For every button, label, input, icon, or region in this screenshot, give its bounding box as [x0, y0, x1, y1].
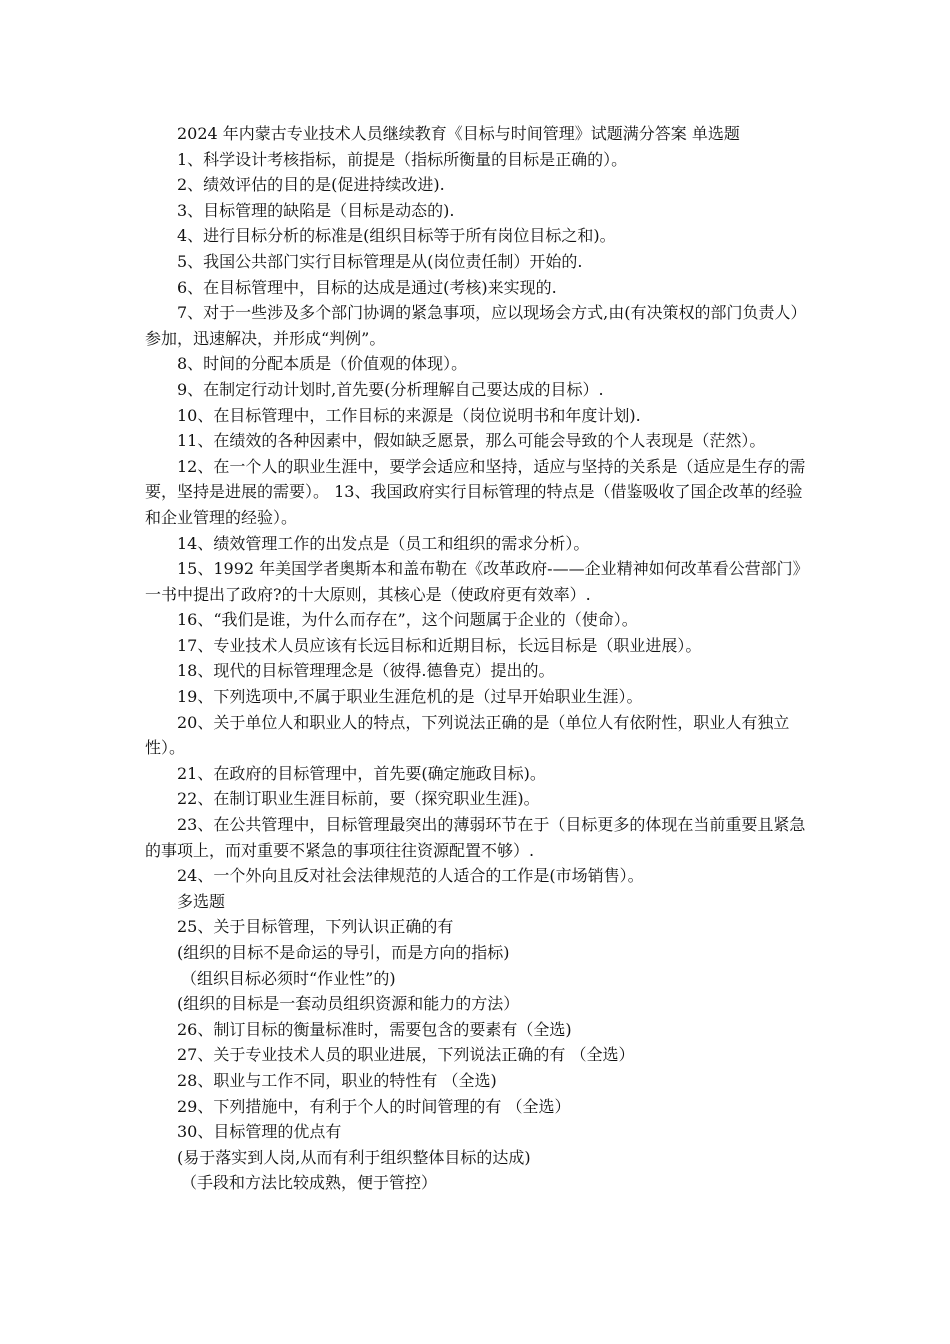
question-26: 26、制订目标的衡量标准时，需要包含的要素有（全选): [177, 1019, 572, 1039]
question-24: 24、一个外向且反对社会法律规范的人适合的工作是(市场销售）。: [177, 866, 644, 886]
question-9: 9、在制定行动计划时,首先要(分析理解自己要达成的目标）.: [177, 379, 604, 399]
question-4: 4、进行目标分析的标准是(组织目标等于所有岗位目标之和)。: [177, 226, 616, 246]
answer-25-2: （组织目标必须时“作业性”的): [181, 968, 396, 988]
question-23: 23、在公共管理中，目标管理最突出的薄弱环节在于（目标更多的体现在当前重要且紧急的事项上，而对重要不紧急的事项往往资源配置不够）.: [145, 815, 806, 860]
question-20: 20、关于单位人和职业人的特点，下列说法正确的是（单位人有依附性，职业人有独立性）。: [145, 712, 790, 758]
question-3: 3、目标管理的缺陷是（目标是动态的).: [177, 200, 455, 220]
document-body: [145, 121, 815, 1196]
question-10: 10、在目标管理中，工作目标的来源是（岗位说明书和年度计划).: [177, 405, 641, 425]
answer-25-3: (组织的目标是一套动员组织资源和能力的方法）: [177, 994, 520, 1014]
answer-30-2: （手段和方法比较成熟，便于管控）: [181, 1173, 438, 1193]
question-21: 21、在政府的目标管理中，首先要(确定施政目标)。: [177, 763, 546, 783]
question-19: 19、下列选项中,不属于职业生涯危机的是（过早开始职业生涯）。: [177, 687, 643, 707]
question-14: 14、绩效管理工作的出发点是（员工和组织的需求分析）。: [177, 533, 590, 553]
question-29: 29、下列措施中，有利于个人的时间管理的有 （全选）: [177, 1096, 571, 1116]
question-12-13: 12、在一个人的职业生涯中，要学会适应和坚持，适应与坚持的关系是（适应是生存的需要，坚持是进展的需要）。 13、我国政府实行目标管理的特点是（借鉴吸收了国企改革的经验和企业管理的经验）。: [145, 456, 806, 527]
question-28: 28、职业与工作不同，职业的特性有 （全选): [177, 1070, 497, 1090]
question-2: 2、绩效评估的目的是(促进持续改进).: [177, 175, 445, 195]
question-6: 6、在目标管理中，目标的达成是通过(考核)来实现的.: [177, 277, 557, 297]
question-30: 30、目标管理的优点有: [177, 1122, 342, 1142]
question-8: 8、时间的分配本质是（价值观的体现）。: [177, 354, 468, 374]
question-17: 17、专业技术人员应该有长远目标和近期目标，长远目标是（职业进展）。: [177, 635, 702, 655]
question-18: 18、现代的目标管理理念是（彼得.德鲁克）提出的。: [177, 661, 555, 681]
question-5: 5、我国公共部门实行目标管理是从(岗位责任制）开始的.: [177, 251, 583, 271]
question-25: 25、关于目标管理，下列认识正确的有: [177, 917, 454, 937]
question-27: 27、关于专业技术人员的职业进展，下列说法正确的有 （全选）: [177, 1045, 635, 1065]
question-7: 7、对于一些涉及多个部门协调的紧急事项，应以现场会方式,由(有决策权的部门负责人）参加，迅速解决，并形成“判例”。: [145, 303, 807, 348]
answer-25-1: (组织的目标不是命运的导引，而是方向的指标): [177, 943, 510, 962]
question-16: 16、“我们是谁，为什么而存在”，这个问题属于企业的（使命）。: [177, 610, 638, 630]
document-title: 2024 年内蒙古专业技术人员继续教育《目标与时间管理》试题满分答案 单选题: [177, 124, 740, 143]
question-11: 11、在绩效的各种因素中，假如缺乏愿景，那么可能会导致的个人表现是（茫然）。: [177, 431, 766, 451]
multi-choice-heading: 多选题: [177, 891, 226, 911]
question-22: 22、在制订职业生涯目标前，要（探究职业生涯)。: [177, 789, 540, 809]
question-15: 15、1992 年美国学者奥斯本和盖布勒在《改革政府-——企业精神如何改革看公营部门》一书中提出了政府?的十大原则，其核心是（使政府更有效率）.: [145, 559, 809, 604]
question-1: 1、科学设计考核指标，前提是（指标所衡量的目标是正确的）。: [177, 149, 628, 169]
answer-30-1: (易于落实到人岗,从而有利于组织整体目标的达成): [177, 1147, 531, 1167]
